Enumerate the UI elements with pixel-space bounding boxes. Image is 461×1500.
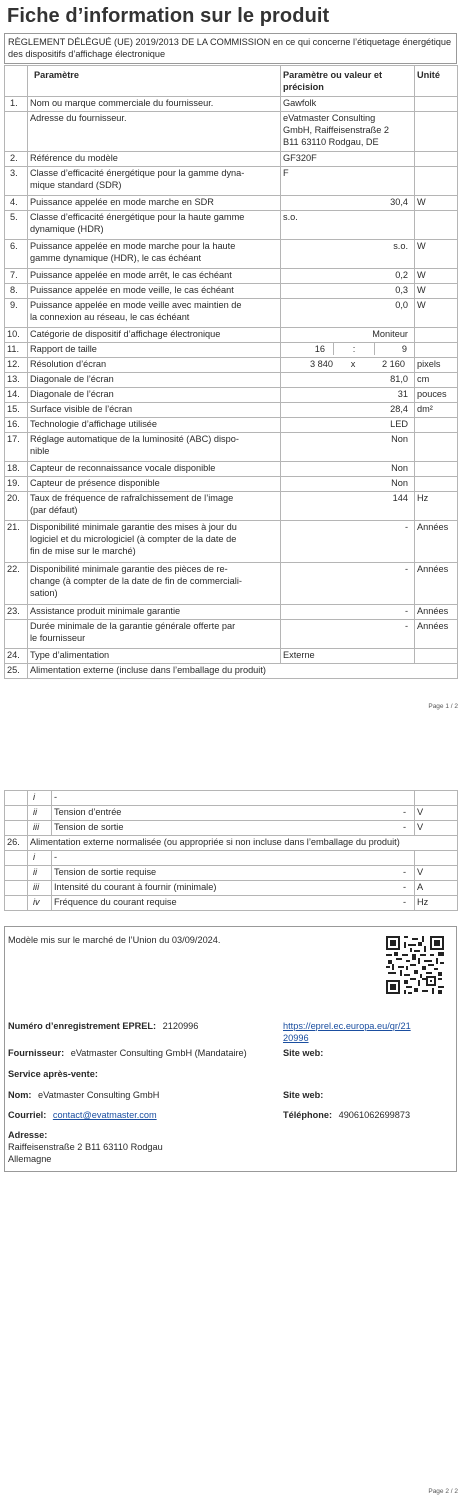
row-value: Non	[281, 433, 415, 462]
row-unit: cm	[415, 373, 458, 388]
eprel-line	[8, 1020, 198, 1032]
regulation-notice: RÈGLEMENT DÉLÉGUÉ (UE) 2019/2013 DE LA COMMISSION en ce qui concerne l’étiquetage énergétique des dispositifs d’affichage électronique	[4, 33, 457, 64]
row-unit	[415, 462, 458, 477]
sub-index: i	[28, 851, 52, 866]
row-value: 0,0	[281, 299, 415, 328]
row-unit: Années	[415, 563, 458, 605]
row-unit: V	[415, 866, 458, 881]
row-label	[28, 433, 281, 462]
row-label: Type d’alimentation	[28, 649, 281, 664]
row-number: 17.	[5, 433, 28, 462]
row-label: Assistance produit minimale garantie	[28, 605, 281, 620]
sub-index: iii	[28, 881, 52, 896]
table-row	[5, 284, 458, 299]
table-row	[5, 563, 458, 605]
row-value: -	[281, 563, 415, 605]
row-number: 12.	[5, 358, 28, 373]
row-number: 1.	[5, 97, 28, 112]
row-number: 20.	[5, 492, 28, 521]
row-label: Alimentation externe (incluse dans l’emballage du produit)	[28, 664, 458, 679]
row-unit: W	[415, 284, 458, 299]
label-line: Taux de fréquence de rafraîchissement de l’image	[30, 493, 234, 503]
table-row	[5, 896, 458, 911]
header-unit: Unité	[415, 66, 458, 97]
name-value: eVatmaster Consulting GmbH	[38, 1090, 160, 1100]
row-value: GF320F	[281, 152, 415, 167]
row-unit: dm²	[415, 403, 458, 418]
resolution-height: 2 160	[382, 359, 405, 369]
row-unit: Années	[415, 620, 458, 649]
address-line-2: Allemagne	[8, 1154, 52, 1164]
row-number: 19.	[5, 477, 28, 492]
table-row	[5, 97, 458, 112]
phone-value: 49061062699873	[338, 1110, 411, 1120]
sub-label	[52, 821, 415, 836]
sub-label-text: Tension de sortie requise	[54, 867, 157, 877]
row-unit	[415, 343, 458, 358]
row-label: Capteur de présence disponible	[28, 477, 281, 492]
table-row	[5, 851, 458, 866]
table-row	[5, 403, 458, 418]
label-line: Classe d’efficacité énergétique pour la gamme dyna-	[30, 168, 245, 178]
row-number: 14.	[5, 388, 28, 403]
table-row	[5, 328, 458, 343]
sub-index: ii	[28, 866, 52, 881]
ratio-separator: :	[333, 343, 375, 355]
table-row	[5, 821, 458, 836]
row-number: 25.	[5, 664, 28, 679]
page-1	[0, 0, 461, 716]
label-line: Puissance appelée en mode marche pour la haute	[30, 241, 236, 251]
row-label: Technologie d’affichage utilisée	[28, 418, 281, 433]
label-line: le fournisseur	[30, 633, 86, 643]
sub-label	[52, 866, 415, 881]
table-row	[5, 112, 458, 152]
row-label: Puissance appelée en mode veille, le cas échéant	[28, 284, 281, 299]
table-row	[5, 299, 458, 328]
label-line: Disponibilité minimale garantie des mises à jour du	[30, 522, 237, 532]
phone-line	[283, 1109, 410, 1121]
row-value: -	[281, 620, 415, 649]
row-unit: Hz	[415, 896, 458, 911]
label-line: mique standard (SDR)	[30, 180, 122, 190]
row-number: 21.	[5, 521, 28, 563]
eprel-link[interactable]	[283, 1020, 411, 1044]
table-row	[5, 211, 458, 240]
row-number	[5, 821, 28, 836]
row-unit	[415, 97, 458, 112]
label-line: gamme dynamique (HDR), le cas échéant	[30, 253, 202, 263]
row-value	[281, 358, 415, 373]
address-line: eVatmaster Consulting	[283, 113, 376, 123]
row-label: Puissance appelée en mode arrêt, le cas échéant	[28, 269, 281, 284]
label-line: dynamique (HDR)	[30, 224, 104, 234]
address-label: Adresse:	[8, 1130, 48, 1140]
row-label	[28, 492, 281, 521]
row-number: 8.	[5, 284, 28, 299]
table-row	[5, 373, 458, 388]
table-row	[5, 605, 458, 620]
row-number	[5, 896, 28, 911]
table-row	[5, 477, 458, 492]
table-row	[5, 433, 458, 462]
label-line: Classe d’efficacité énergétique pour la haute gamme	[30, 212, 245, 222]
row-unit: A	[415, 881, 458, 896]
sub-value: -	[402, 882, 406, 892]
label-line: (par défaut)	[30, 505, 78, 515]
row-label: Catégorie de dispositif d’affichage électronique	[28, 328, 281, 343]
row-label: Adresse du fournisseur.	[28, 112, 281, 152]
email-line	[8, 1109, 157, 1121]
row-number	[5, 866, 28, 881]
row-value: Non	[281, 462, 415, 477]
sub-label	[52, 806, 415, 821]
label-line: Puissance appelée en mode veille avec maintien de	[30, 300, 242, 310]
sub-index: iv	[28, 896, 52, 911]
table-row	[5, 462, 458, 477]
table-row	[5, 152, 458, 167]
row-unit	[415, 791, 458, 806]
row-value: -	[281, 521, 415, 563]
row-unit	[415, 649, 458, 664]
eprel-label: Numéro d’enregistrement EPREL:	[8, 1021, 157, 1031]
eprel-link-line: https://eprel.ec.europa.eu/qr/21	[283, 1021, 411, 1031]
table-row	[5, 791, 458, 806]
row-number	[5, 112, 28, 152]
row-value: Moniteur	[281, 328, 415, 343]
table-row	[5, 881, 458, 896]
row-unit: pixels	[415, 358, 458, 373]
supplier-value: eVatmaster Consulting GmbH (Mandataire)	[70, 1048, 247, 1058]
qr-code-icon[interactable]	[386, 936, 444, 994]
table-row	[5, 866, 458, 881]
row-value: Non	[281, 477, 415, 492]
row-value: -	[281, 605, 415, 620]
row-value: Externe	[281, 649, 415, 664]
row-number: 26.	[5, 836, 28, 851]
page-2	[0, 786, 461, 1500]
phone-label: Téléphone:	[283, 1110, 333, 1120]
row-value: s.o.	[281, 240, 415, 269]
row-value: 31	[281, 388, 415, 403]
page-number: Page 1 / 2	[428, 703, 458, 710]
ratio-width: 16	[314, 344, 325, 354]
row-value: LED	[281, 418, 415, 433]
label-line: nible	[30, 446, 50, 456]
sub-label: -	[52, 851, 415, 866]
name-label: Nom:	[8, 1090, 32, 1100]
table-row	[5, 240, 458, 269]
row-label	[28, 563, 281, 605]
row-unit	[415, 328, 458, 343]
row-number: 13.	[5, 373, 28, 388]
row-label	[28, 521, 281, 563]
page-title: Fiche d’information sur le produit	[7, 5, 330, 27]
label-line: change (à compter de la date de fin de commerciali-	[30, 576, 242, 586]
row-unit	[415, 112, 458, 152]
table-row	[5, 269, 458, 284]
row-number: 7.	[5, 269, 28, 284]
table-row	[5, 418, 458, 433]
eprel-number: 2120996	[162, 1021, 199, 1031]
row-unit: V	[415, 821, 458, 836]
sub-label	[52, 881, 415, 896]
row-number: 6.	[5, 240, 28, 269]
row-number: 3.	[5, 167, 28, 196]
email-link[interactable]: contact@evatmaster.com	[52, 1110, 157, 1120]
row-value: 0,2	[281, 269, 415, 284]
row-label: Rapport de taille	[28, 343, 281, 358]
row-number	[5, 881, 28, 896]
row-number	[5, 806, 28, 821]
sub-value: -	[402, 807, 406, 817]
table-row	[5, 664, 458, 679]
row-number: 18.	[5, 462, 28, 477]
sub-label: -	[52, 791, 415, 806]
row-number: 24.	[5, 649, 28, 664]
row-unit: pouces	[415, 388, 458, 403]
row-number: 4.	[5, 196, 28, 211]
label-line: Disponibilité minimale garantie des pièces de re-	[30, 564, 228, 574]
row-number: 11.	[5, 343, 28, 358]
row-value: 144	[281, 492, 415, 521]
row-number: 15.	[5, 403, 28, 418]
row-label	[28, 211, 281, 240]
row-label: Puissance appelée en mode marche en SDR	[28, 196, 281, 211]
sub-index: i	[28, 791, 52, 806]
row-unit: W	[415, 269, 458, 284]
row-unit	[415, 152, 458, 167]
table-row	[5, 521, 458, 563]
address-line: B11 63110 Rodgau, DE	[283, 137, 379, 147]
row-number	[5, 620, 28, 649]
row-label	[28, 167, 281, 196]
sub-label-text: Tension de sortie	[54, 822, 124, 832]
row-label	[28, 620, 281, 649]
row-label: Nom ou marque commerciale du fournisseur.	[28, 97, 281, 112]
table-row	[5, 343, 458, 358]
label-line: sation)	[30, 588, 58, 598]
product-info-table	[4, 65, 458, 679]
row-number	[5, 851, 28, 866]
row-unit: Années	[415, 605, 458, 620]
sub-index: iii	[28, 821, 52, 836]
row-unit	[415, 477, 458, 492]
row-value: 30,4	[281, 196, 415, 211]
table-row	[5, 196, 458, 211]
sub-label-text: Intensité du courant à fournir (minimale)	[54, 882, 217, 892]
address-line: GmbH, Raiffeisenstraße 2	[283, 125, 390, 135]
row-value	[281, 112, 415, 152]
table-row	[5, 388, 458, 403]
row-unit	[415, 167, 458, 196]
table-row	[5, 492, 458, 521]
row-value: 28,4	[281, 403, 415, 418]
resolution-width: 3 840	[310, 359, 333, 369]
label-line: la connexion au réseau, le cas échéant	[30, 312, 190, 322]
table-row	[5, 836, 458, 851]
row-label: Diagonale de l’écran	[28, 388, 281, 403]
row-value: Gawfolk	[281, 97, 415, 112]
row-number: 9.	[5, 299, 28, 328]
email-label: Courriel:	[8, 1110, 47, 1120]
row-unit: W	[415, 240, 458, 269]
label-line: Réglage automatique de la luminosité (ABC) dispo-	[30, 434, 239, 444]
row-label: Résolution d’écran	[28, 358, 281, 373]
row-unit: Années	[415, 521, 458, 563]
row-value: s.o.	[281, 211, 415, 240]
row-label	[28, 299, 281, 328]
label-line: Durée minimale de la garantie générale offerte par	[30, 621, 236, 631]
row-number: 23.	[5, 605, 28, 620]
service-name-line	[8, 1089, 159, 1101]
row-unit	[415, 851, 458, 866]
ratio-height: 9	[401, 344, 407, 354]
row-number	[5, 791, 28, 806]
table-row	[5, 620, 458, 649]
row-unit: W	[415, 196, 458, 211]
row-number: 22.	[5, 563, 28, 605]
sub-label-text: Fréquence du courant requise	[54, 897, 177, 907]
table-row	[5, 358, 458, 373]
sub-index: ii	[28, 806, 52, 821]
row-number: 2.	[5, 152, 28, 167]
header-value: Paramètre ou valeur et précision	[281, 66, 415, 97]
address-line-1: Raiffeisenstraße 2 B11 63110 Rodgau	[8, 1142, 163, 1152]
header-param: Paramètre	[28, 66, 281, 97]
website-label: Site web:	[283, 1048, 324, 1058]
row-unit: V	[415, 806, 458, 821]
row-number: 5.	[5, 211, 28, 240]
sub-label	[52, 896, 415, 911]
row-label: Diagonale de l’écran	[28, 373, 281, 388]
page-number: Page 2 / 2	[428, 1488, 458, 1495]
row-number: 10.	[5, 328, 28, 343]
row-unit	[415, 211, 458, 240]
row-unit	[415, 418, 458, 433]
sub-value: -	[402, 867, 406, 877]
sub-label-text: Tension d’entrée	[54, 807, 122, 817]
row-label: Référence du modèle	[28, 152, 281, 167]
header-num-cell	[5, 66, 28, 97]
row-value	[281, 343, 415, 358]
sub-value: -	[402, 822, 406, 832]
row-value: 81,0	[281, 373, 415, 388]
label-line: logiciel et du micrologiciel (à compter de la date de	[30, 534, 237, 544]
row-unit: Hz	[415, 492, 458, 521]
row-value: 0,3	[281, 284, 415, 299]
website-label-2: Site web:	[283, 1090, 324, 1100]
row-label: Capteur de reconnaissance vocale disponible	[28, 462, 281, 477]
label-line: fin de mise sur le marché)	[30, 546, 136, 556]
table-row	[5, 649, 458, 664]
sub-value: -	[402, 897, 406, 907]
row-unit: W	[415, 299, 458, 328]
row-label	[28, 240, 281, 269]
resolution-separator: x	[350, 359, 356, 369]
row-unit	[415, 433, 458, 462]
product-info-table-continued	[4, 790, 458, 911]
table-row	[5, 806, 458, 821]
row-number: 16.	[5, 418, 28, 433]
supplier-line	[8, 1047, 247, 1059]
market-date: Modèle mis sur le marché de l’Union du 03/09/2024.	[8, 935, 221, 945]
row-label: Surface visible de l’écran	[28, 403, 281, 418]
row-value: F	[281, 167, 415, 196]
eprel-link-line: 20996	[283, 1033, 309, 1043]
service-label: Service après-vente:	[8, 1069, 98, 1079]
row-label: Alimentation externe normalisée (ou appropriée si non incluse dans l’emballage du produit)	[28, 836, 458, 851]
table-row	[5, 167, 458, 196]
supplier-label: Fournisseur:	[8, 1048, 65, 1058]
